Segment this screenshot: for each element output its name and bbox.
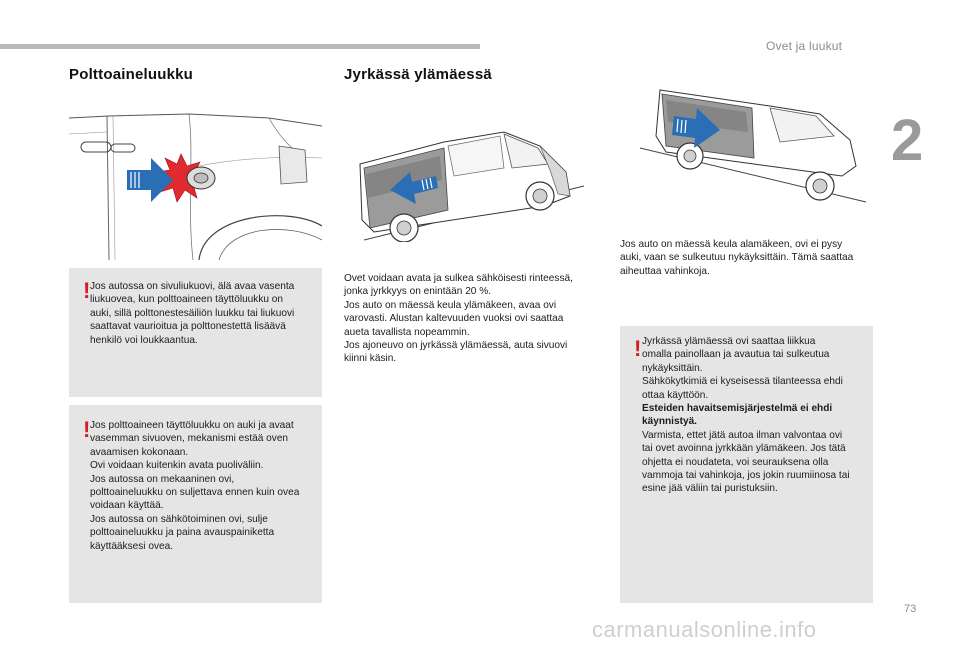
- header-rule: [0, 44, 480, 49]
- warning-text-steep-slope: Jyrkässä ylämäessä ovi saattaa liikkua omalla painollaan ja avautua tai sulkeutua nykäyksittäin. Sähkökytkimiä ei kyseisessä tilanteessa ehdi ottaa käyttöön. Esteiden havaitsemisjärjestelmä ei ehdi käynnistyä. Varmista, ettet jätä autoa ilman valvontaa ovi tai ovet avoinna jyrkkään ylämäkeen. Jos tätä ohjetta ei noudateta, voi seurauksena olla vammoja tai vahinkoja, jos jokin ruumiinosa tai esine jää väliin tai puristuksiin.: [642, 336, 850, 495]
- chapter-number: 2: [891, 108, 924, 173]
- page-number: 73: [904, 603, 917, 615]
- warning-text-sliding-door: Jos autossa on sivuliukuovi, älä avaa vasenta liukuovea, kun polttoaineen täyttöluukku on auki, sillä polttonestesäiliön luukku tai liukuovi saattavat vaurioitua ja polttonestettä lisäävä henkilö voi loukkaantua.: [90, 281, 295, 346]
- steep-slope-body: Ovet voidaan avata ja sulkea sähköisesti rinteessä, jonka jyrkkyys on enintään 20 %. Jos auto on mäessä keula ylämäkeen, avaa ovi varovasti. Alustan kaltevuuden vuoksi ovi saattaa aueta tavallista nopeammin. Jos ajoneuvo on jyrkässä ylämäessä, auta sivuovi kiinni käsin.: [344, 273, 573, 365]
- downhill-body: Jos auto on mäessä keula alamäkeen, ovi ei pysy auki, vaan se sulkeutuu nykäyksittäin. Tämä saattaa aiheuttaa vahinkoja.: [620, 239, 854, 277]
- fuel-flap-drawing: [69, 96, 322, 260]
- fuel-flap-heading: Polttoaineluukku: [69, 66, 194, 83]
- warning-box-sliding-door: [69, 268, 322, 397]
- downhill-van-drawing: [620, 86, 872, 210]
- uphill-van-drawing: [344, 124, 596, 242]
- watermark: carmanualsonline.info: [592, 617, 817, 642]
- section-title: Ovet ja luukut: [766, 39, 843, 53]
- warning-icon: !: [83, 417, 91, 442]
- warning-icon: !: [634, 336, 642, 361]
- warning-text-fuel-door-open: Jos polttoaineen täyttöluukku on auki ja avaat vasemman sivuoven, mekanismi estää oven avaamisen kokonaan. Ovi voidaan kuitenkin avata puoliväliin. Jos autossa on mekaaninen ovi, polttoaineluukku on suljettava ennen kuin ovea voidaan käyttää. Jos autossa on sähkötoiminen ovi, sulje polttoaineluukku ja paina avauspainiketta käyttääksesi ovea.: [90, 420, 300, 552]
- steep-slope-heading: Jyrkässä ylämäessä: [344, 66, 492, 83]
- warning-icon: !: [83, 278, 91, 303]
- fuel-flap-illustration: [69, 96, 322, 260]
- warning-box-fuel-door-open: [69, 405, 322, 603]
- warning-box-steep-slope: [620, 326, 873, 603]
- uphill-van-illustration: [344, 124, 596, 242]
- downhill-van-illustration: [620, 86, 872, 210]
